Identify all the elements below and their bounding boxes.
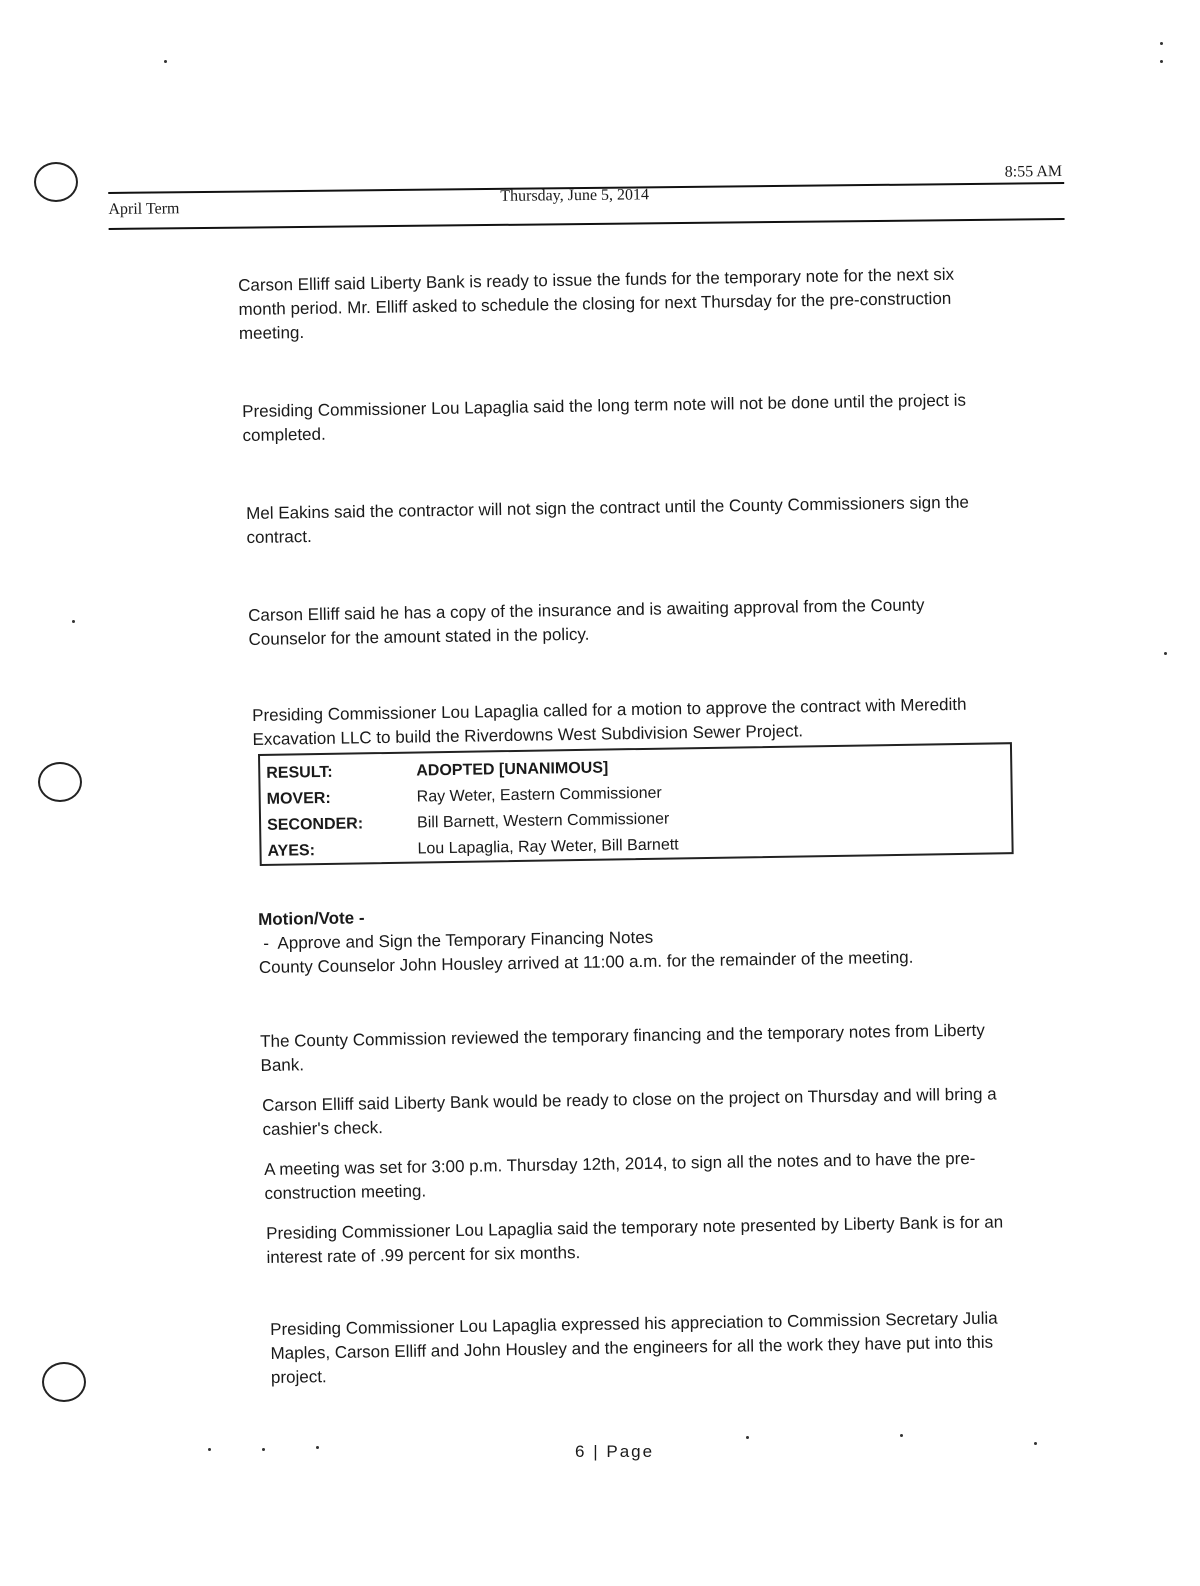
vote-ayes-label: AYES: [267, 842, 316, 860]
binder-hole-bottom [42, 1362, 86, 1402]
paragraph-review-financing: The County Commission reviewed the temporary financing and the temporary notes from Liberty Bank. [260, 1020, 985, 1075]
binder-hole-top [34, 162, 78, 202]
motion-section [258, 896, 1019, 980]
header-date: Thursday, June 5, 2014 [500, 186, 650, 205]
footer-page-word: Page [606, 1442, 655, 1461]
paragraph-motion-call: Presiding Commissioner Lou Lapaglia called for a motion to approve the contract with Meredith Excavation LLC to build the Riverdowns West Subdivision Sewer Project. [252, 694, 967, 749]
paragraph-meeting-set: A meeting was set for 3:00 p.m. Thursday 12th, 2014, to sign all the notes and to have the pre-construction meeting. [264, 1148, 976, 1203]
paragraph-insurance: Carson Elliff said he has a copy of the insurance and is awaiting approval from the County Counselor for the amount stated in the policy. [248, 595, 925, 649]
motion-title: Motion/Vote - [258, 908, 365, 929]
vote-mover-value: Ray Weter, Eastern Commissioner [416, 784, 662, 806]
vote-mover-label: MOVER: [266, 789, 331, 808]
scan-speck [164, 60, 167, 63]
header-time: 8:55 AM [1004, 163, 1063, 181]
motion-item: - Approve and Sign the Temporary Financing Notes [258, 927, 654, 953]
scan-speck [1164, 652, 1167, 655]
vote-result-value: ADOPTED [UNANIMOUS] [416, 759, 609, 780]
scan-speck [1160, 42, 1163, 45]
header-rule-bottom [109, 218, 1065, 230]
paragraph-close-project: Carson Elliff said Liberty Bank would be ready to close on the project on Thursday and will bring a cashier's check. [262, 1084, 997, 1139]
paragraph-contractor-sign: Mel Eakins said the contractor will not sign the contract until the County Commissioners sign the contract. [246, 492, 970, 547]
binder-hole-middle [38, 762, 82, 802]
scan-speck [316, 1446, 319, 1449]
header-term: April Term [108, 200, 180, 218]
vote-result-label: RESULT: [266, 763, 333, 782]
paragraph-interest-rate: Presiding Commissioner Lou Lapaglia said the temporary note presented by Liberty Bank is for an interest rate of .99 percent for six months. [266, 1212, 1004, 1267]
scan-speck [208, 1448, 211, 1451]
paragraph-appreciation: Presiding Commissioner Lou Lapaglia expressed his appreciation to Commission Secretary Julia Maples, Carson Elliff and John Housley and the engineers for all the work they have put into this project. [270, 1308, 998, 1387]
scan-speck [900, 1434, 903, 1437]
scan-speck [72, 620, 75, 623]
counselor-arrival: County Counselor John Housley arrived at 11:00 a.m. for the remainder of the meeting. [258, 947, 914, 977]
scan-speck [1034, 1442, 1037, 1445]
scan-speck [262, 1448, 265, 1451]
vote-seconder-label: SECONDER: [266, 815, 364, 834]
paragraph-liberty-bank-funds: Carson Elliff said Liberty Bank is ready to issue the funds for the temporary note for the next six month period. Mr. Elliff asked to schedule the closing for next Thursday for the pre-construction meeting. [238, 264, 955, 343]
scan-speck [746, 1436, 749, 1439]
vote-seconder-value: Bill Barnett, Western Commissioner [416, 810, 670, 832]
page-footer [575, 1442, 654, 1462]
page-header [108, 160, 1065, 230]
vote-result-box [258, 742, 1014, 866]
paragraph-long-term-note: Presiding Commissioner Lou Lapaglia said the long term note will not be done until the project is completed. [242, 390, 967, 445]
vote-ayes-value: Lou Lapaglia, Ray Weter, Bill Barnett [417, 836, 679, 858]
footer-page-number: 6 [575, 1442, 587, 1461]
footer-separator: | [593, 1442, 600, 1461]
scan-speck [1160, 60, 1163, 63]
